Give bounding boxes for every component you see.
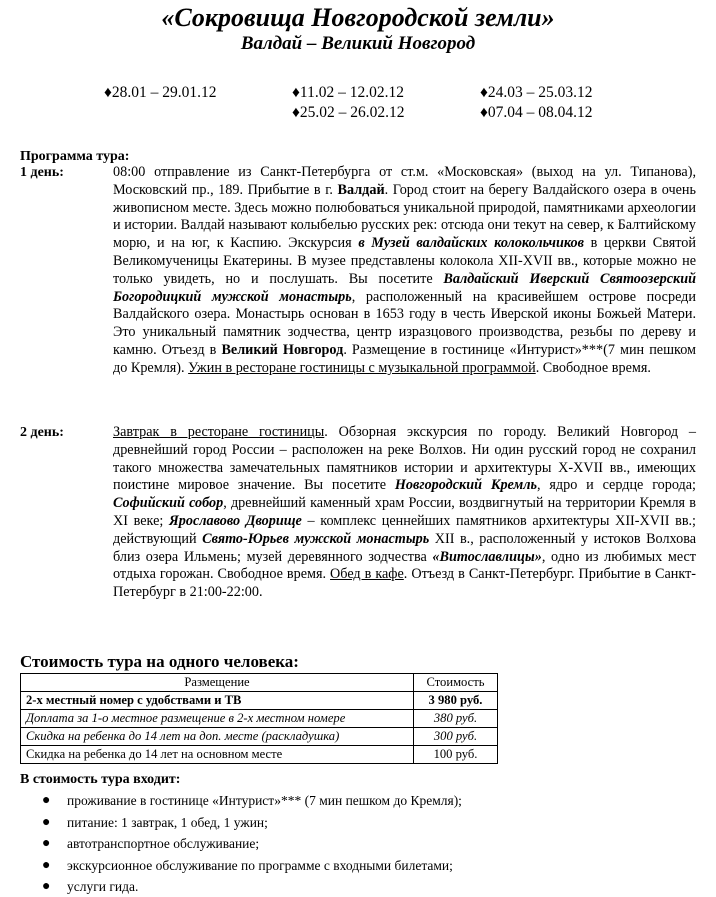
day-1-description (113, 164, 696, 378)
price-table (20, 673, 498, 764)
list-item-text: проживание в гостинице «Интурист»*** (7 мин пешком до Кремля); (67, 793, 462, 808)
table-row (21, 746, 498, 764)
lunch-note: Обед в кафе (330, 566, 404, 583)
bullet-icon: ● (42, 836, 51, 851)
program-heading: Программа тура: (20, 149, 130, 164)
text-run: . Свободное время. (535, 359, 651, 376)
list-item-text: питание: 1 завтрак, 1 обед, 1 ужин; (67, 814, 268, 830)
bullet-icon: ● (42, 857, 51, 873)
list-item-text: автотранспортное обслуживание; (67, 836, 260, 851)
table-row (21, 710, 498, 728)
text-run: , одно из любимых мест отдыха горожан. Свободное время. (113, 548, 696, 583)
tour-route: Валдай – Великий Новгород (240, 33, 476, 54)
list-item-text: услуги гида. (67, 879, 139, 894)
column-header: Размещение (21, 674, 414, 692)
room-price: 100 руб. (414, 746, 498, 764)
list-item (20, 876, 462, 897)
room-price: 380 руб. (414, 710, 498, 728)
room-price: 300 руб. (414, 728, 498, 746)
list-item (20, 790, 462, 812)
includes-heading: В стоимость тура входит: (20, 772, 181, 787)
text-run: XII в., расположенный у истоков Волхова близ озера Ильмень; музей деревянного зодчества (113, 530, 696, 565)
list-item (20, 833, 462, 855)
text-run: . Город стоит на берегу Валдайского озера в очень живописном месте. Здесь можно полюбоваться уникальной природой, памятниками археологии и истории. Валдай называют колыбелью русских рек: отсюда они текут на север, к Балтийскому морю, и на юг, к Каспию. Экскурсия (113, 181, 696, 252)
bell-museum: в Музей валдайских колокольчиков (358, 235, 584, 252)
text-run: 08:00 отправление из Санкт-Петербурга от ст.м. «Московская» (выход на ул. Типанова), Московский пр., 189. Прибытие в г. (113, 164, 696, 198)
city-valdai: Валдай (337, 181, 385, 198)
sofia-cathedral: Софийский собор (113, 495, 224, 512)
text-run: в церкви Святой Великомученицы Екатерины. В музее представлены колокола XII-XVII вв., которые можно не только увидеть, но и послушать. Вы посетите (113, 235, 696, 287)
text-run: . Обзорная экскурсия по городу. Великий Новгород – древнейший город России – расположен на реке Волхов. Ни один русский город не сохранил такого множества замечательных памятников истории и архитектуры X-XVII вв., имеющих поистине мировое значение. Вы посетите (113, 424, 696, 494)
tour-date: ♦07.04 – 08.04.12 (480, 104, 593, 121)
yuriev-monastery: Свято-Юрьев мужской монастырь (202, 530, 430, 547)
includes-list (20, 790, 462, 897)
room-price: 3 980 руб. (414, 692, 498, 710)
table-header-row (21, 674, 498, 692)
bullet-icon: ● (42, 793, 51, 808)
list-item-text: экскурсионное обслуживание по программе с входными билетами; (67, 857, 453, 873)
novgorod-kremlin: Новгородский Кремль (394, 477, 537, 494)
dinner-note: Ужин в ресторане гостиницы с музыкальной программой (188, 359, 536, 376)
text-run: , расположенный на красивейшем острове посреди Валдайского озера. Монастырь основан в 1653 году в честь Иверской иконы Божьей Матери. Это уникальный памятник зодчества, центр изразцового производства, резьбы по дереву и камню. Отъезд в (113, 288, 696, 358)
day-1-label: 1 день: (20, 165, 64, 180)
city-novgorod: Великий Новгород (221, 341, 344, 358)
vitoslavlitsy-museum: «Витославлицы» (432, 548, 542, 565)
table-row (21, 692, 498, 710)
iversky-monastery: Валдайский Иверский Святоозерский Богородицкий мужской монастырь (113, 270, 696, 305)
text-run: , древнейший каменный храм России, воздвигнутый на территории Кремля в XI веке; (113, 495, 696, 529)
room-type: Скидка на ребенка до 14 лет на доп. месте (раскладушка) (21, 728, 414, 746)
bullet-icon: ● (42, 814, 51, 830)
text-run: – комплекс ценнейших памятников архитектуры XII-XVII вв.; действующий (113, 512, 697, 547)
yaroslav-court: Ярославово Дворище (169, 512, 302, 529)
day-2-label: 2 день: (20, 425, 64, 440)
list-item (20, 855, 462, 877)
column-header: Стоимость (414, 674, 498, 692)
room-type: Доплата за 1-о местное размещение в 2-х местном номере (21, 710, 414, 728)
tour-date: ♦24.03 – 25.03.12 (480, 84, 593, 101)
day-2-description (113, 424, 696, 602)
room-type: Скидка на ребенка до 14 лет на основном месте (21, 746, 414, 764)
table-row (21, 728, 498, 746)
text-run: , ядро и сердце города; (536, 477, 696, 494)
bullet-icon: ● (42, 879, 51, 894)
breakfast-note: Завтрак в ресторане гостиницы (113, 424, 325, 440)
tour-date: ♦28.01 – 29.01.12 (104, 84, 217, 101)
tour-title: «Сокровища Новгородской земли» (161, 3, 555, 32)
tour-date: ♦11.02 – 12.02.12 (292, 84, 404, 101)
text-run: . Размещение в гостинице «Интурист»***(7 мин пешком до Кремля). (113, 341, 697, 376)
price-heading: Стоимость тура на одного человека: (20, 652, 299, 671)
text-run: . Отъезд в Санкт-Петербург. Прибытие в Санкт-Петербург в 21:00-22:00. (113, 566, 696, 601)
list-item (20, 812, 462, 834)
tour-date: ♦25.02 – 26.02.12 (292, 104, 405, 121)
room-type: 2-х местный номер с удобствами и ТВ (21, 692, 414, 710)
